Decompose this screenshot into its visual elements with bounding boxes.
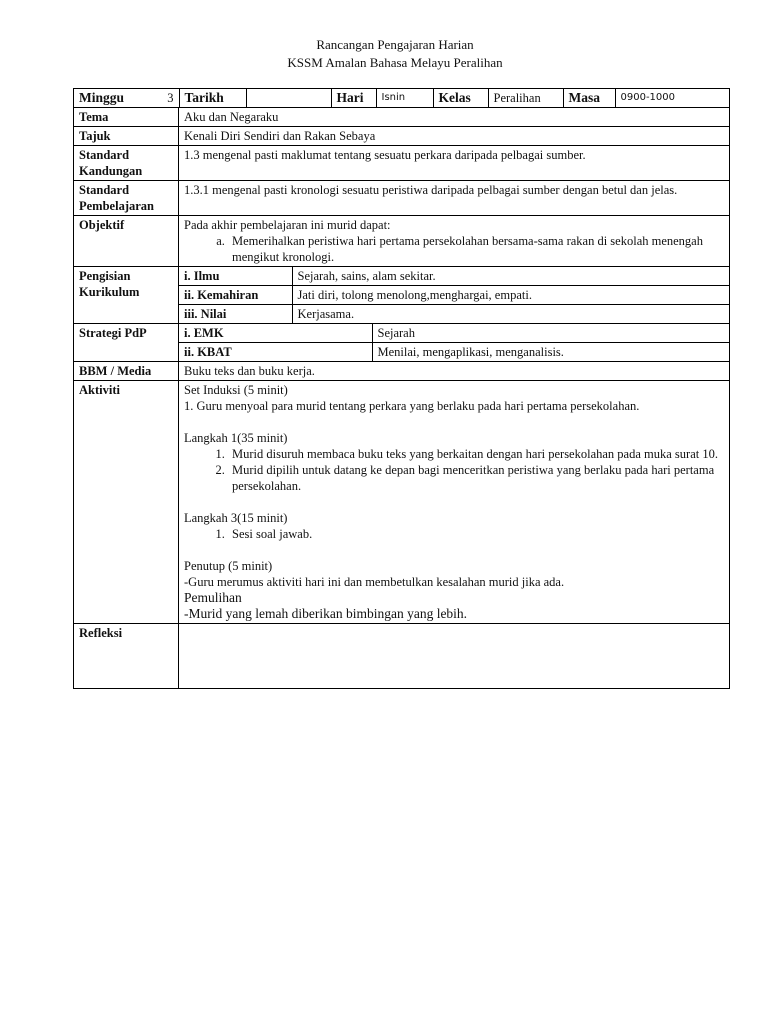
bbm-value: Buku teks dan buku kerja. [179, 362, 730, 381]
tajuk-label: Tajuk [74, 127, 179, 146]
langkah3-item: 1. Sesi soal jawab. [228, 526, 724, 542]
langkah1-item: 2. Murid dipilih untuk datang ke depan bagi menceritkan peristiwa yang berlaku pada hari pertama persekolahan. [228, 462, 724, 494]
kbat-value: Menilai, mengaplikasi, menganalisis. [372, 343, 729, 362]
tarikh-value [246, 89, 331, 107]
langkah3-list [184, 526, 724, 542]
ilmu-label: i. Ilmu [179, 267, 292, 286]
standard-kandungan-label: Standard Kandungan [74, 146, 179, 181]
objektif-list [184, 233, 724, 265]
pemulihan-text: -Murid yang lemah diberikan bimbingan yang lebih. [184, 606, 468, 621]
objektif-cell [179, 216, 730, 267]
hari-value: Isnin [376, 89, 433, 107]
header-title: Rancangan Pengajaran Harian [316, 37, 474, 52]
tema-label: Tema [74, 108, 179, 127]
pengisian-cell [179, 267, 730, 324]
kemahiran-label: ii. Kemahiran [179, 286, 292, 305]
pengisian-table [179, 267, 729, 323]
kemahiran-value: Jati diri, tolong menolong,menghargai, empati. [292, 286, 729, 305]
nilai-value: Kerjasama. [292, 305, 729, 324]
strategi-table [179, 324, 729, 361]
header-subtitle: KSSM Amalan Bahasa Melayu Peralihan [287, 55, 503, 70]
hari-label: Hari [331, 89, 376, 107]
standard-pembelajaran-row [74, 181, 730, 216]
objektif-row [74, 216, 730, 267]
tema-value: Aku dan Negaraku [179, 108, 730, 127]
set-induksi-text: 1. Guru menyoal para murid tentang perkara yang berlaku pada hari pertama persekolahan. [184, 399, 640, 413]
bbm-row [74, 362, 730, 381]
langkah1-list [184, 446, 724, 494]
nilai-label: iii. Nilai [184, 307, 227, 321]
penutup-title: Penutup (5 minit) [184, 559, 273, 573]
refleksi-label: Refleksi [74, 624, 179, 689]
minggu-label: Minggu [79, 90, 125, 105]
masa-value: 0900-1000 [615, 89, 729, 107]
aktiviti-label: Aktiviti [74, 381, 179, 624]
aktiviti-cell [179, 381, 730, 624]
refleksi-row [74, 624, 730, 689]
penutup-text: -Guru merumus aktiviti hari ini dan membetulkan kesalahan murid jika ada. [184, 575, 565, 589]
ilmu-value: Sejarah, sains, alam sekitar. [292, 267, 729, 286]
set-induksi-title: Set Induksi (5 minit) [184, 383, 288, 397]
standard-kandungan-value: 1.3 mengenal pasti maklumat tentang sesuatu perkara daripada pelbagai sumber. [179, 146, 730, 181]
kelas-value: Peralihan [488, 89, 563, 107]
strategi-cell [179, 324, 730, 362]
top-info-table [74, 89, 729, 107]
standard-kandungan-row [74, 146, 730, 181]
strategi-row [74, 324, 730, 362]
tajuk-row [74, 127, 730, 146]
aktiviti-row [74, 381, 730, 624]
tarikh-label: Tarikh [179, 89, 246, 107]
pengisian-row [74, 267, 730, 324]
kbat-label: ii. KBAT [184, 345, 232, 359]
pemulihan-title: Pemulihan [184, 590, 242, 605]
langkah1-item: 1. Murid disuruh membaca buku teks yang berkaitan dengan hari persekolahan pada muka surat 10. [228, 446, 724, 462]
langkah3-title: Langkah 3(15 minit) [184, 511, 288, 525]
top-info-cell [74, 89, 730, 108]
refleksi-value [179, 624, 730, 689]
tema-row [74, 108, 730, 127]
emk-value: Sejarah [372, 324, 729, 343]
standard-pembelajaran-label: Standard Pembelajaran [74, 181, 179, 216]
minggu-value: 3 [167, 91, 174, 105]
kelas-label: Kelas [433, 89, 488, 107]
masa-label: Masa [563, 89, 615, 107]
objektif-item: a. Memerihalkan peristiwa hari pertama persekolahan bersama-sama rakan di sekolah menengah mengikut kronologi. [228, 233, 724, 265]
emk-label: i. EMK [179, 324, 372, 343]
standard-pembelajaran-value: 1.3.1 mengenal pasti kronologi sesuatu peristiwa daripada pelbagai sumber dengan betul dan jelas. [179, 181, 730, 216]
objektif-label: Objektif [74, 216, 179, 267]
strategi-label: Strategi PdP [74, 324, 179, 362]
lesson-plan-table [73, 88, 730, 689]
bbm-label: BBM / Media [74, 362, 179, 381]
langkah1-title: Langkah 1(35 minit) [184, 431, 288, 445]
objektif-intro: Pada akhir pembelajaran ini murid dapat: [184, 218, 391, 232]
pengisian-label: Pengisian Kurikulum [74, 267, 179, 324]
tajuk-value: Kenali Diri Sendiri dan Rakan Sebaya [179, 127, 730, 146]
document-header [0, 36, 768, 72]
top-info-row [74, 89, 730, 108]
